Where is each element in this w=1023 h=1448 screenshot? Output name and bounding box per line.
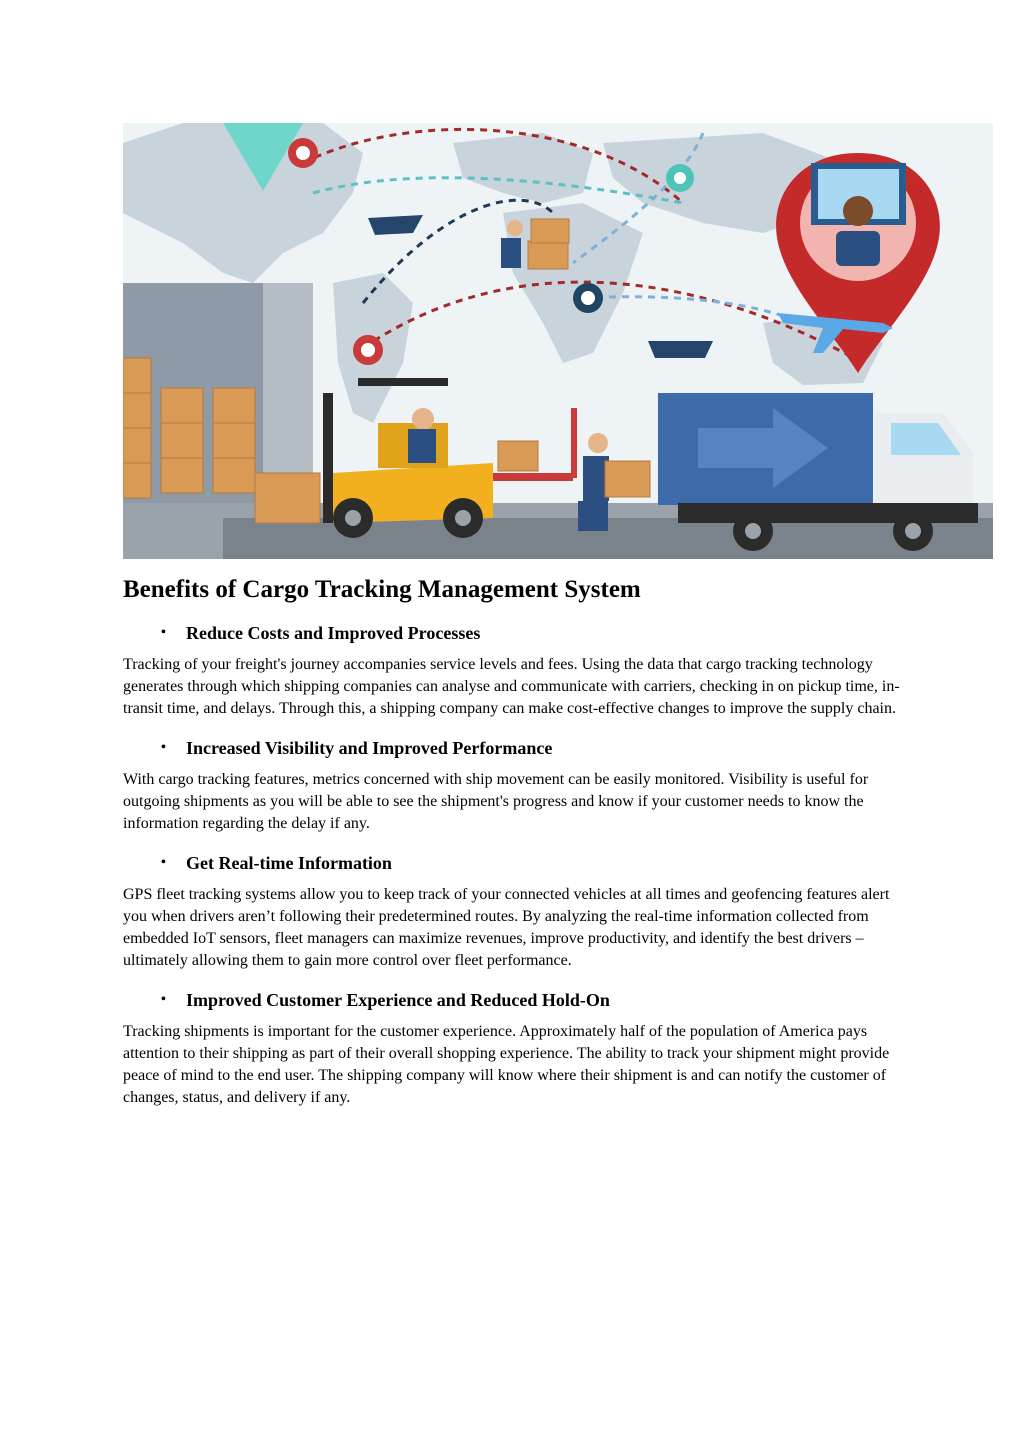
section-heading: Improved Customer Experience and Reduced Hold-On bbox=[186, 990, 610, 1010]
benefit-section bbox=[123, 851, 913, 972]
bullet-heading bbox=[123, 736, 913, 760]
benefit-section bbox=[123, 988, 913, 1109]
benefit-section bbox=[123, 621, 913, 720]
section-body: Tracking of your freight's journey accompanies service levels and fees. Using the data that cargo tracking technology generates through which shipping companies can analyse and communicate with carriers, checking in on pickup time, in-transit time, and delays. Through this, a shipping company can make cost-effective changes to improve the supply chain. bbox=[123, 656, 900, 717]
section-heading: Increased Visibility and Improved Performance bbox=[186, 738, 553, 758]
section-heading: Get Real-time Information bbox=[186, 853, 392, 873]
section-body: GPS fleet tracking systems allow you to keep track of your connected vehicles at all times and geofencing features alert you when drivers aren’t following their predetermined routes. By analyzing the real-time information collected from embedded IoT sensors, fleet managers can maximize revenues, improve productivity, and identify the best drivers – ultimately allowing them to gain more control over fleet performance. bbox=[123, 886, 890, 969]
bullet-heading bbox=[123, 851, 913, 875]
bullet-dot: • bbox=[161, 992, 166, 1007]
section-body: Tracking shipments is important for the customer experience. Approximately half of the population of America pays attention to their shipping as part of their overall shopping experience. The ability to track your shipment might provide peace of mind to the end user. The shipping company will know where their shipment is and can notify the customer of changes, status, and delivery if any. bbox=[123, 1023, 890, 1106]
bullet-dot: • bbox=[161, 855, 166, 870]
cargo-tracking-illustration bbox=[123, 123, 993, 559]
bullet-heading bbox=[123, 621, 913, 645]
section-heading: Reduce Costs and Improved Processes bbox=[186, 623, 481, 643]
article-content bbox=[123, 573, 913, 1125]
bullet-dot: • bbox=[161, 740, 166, 755]
bullet-heading bbox=[123, 988, 913, 1012]
bullet-dot: • bbox=[161, 625, 166, 640]
section-body: With cargo tracking features, metrics concerned with ship movement can be easily monitored. Visibility is useful for outgoing shipments as you will be able to see the shipment's progress and know if your customer needs to know the information regarding the delay if any. bbox=[123, 771, 869, 832]
benefit-section bbox=[123, 736, 913, 835]
page-title: Benefits of Cargo Tracking Management System bbox=[123, 576, 641, 603]
